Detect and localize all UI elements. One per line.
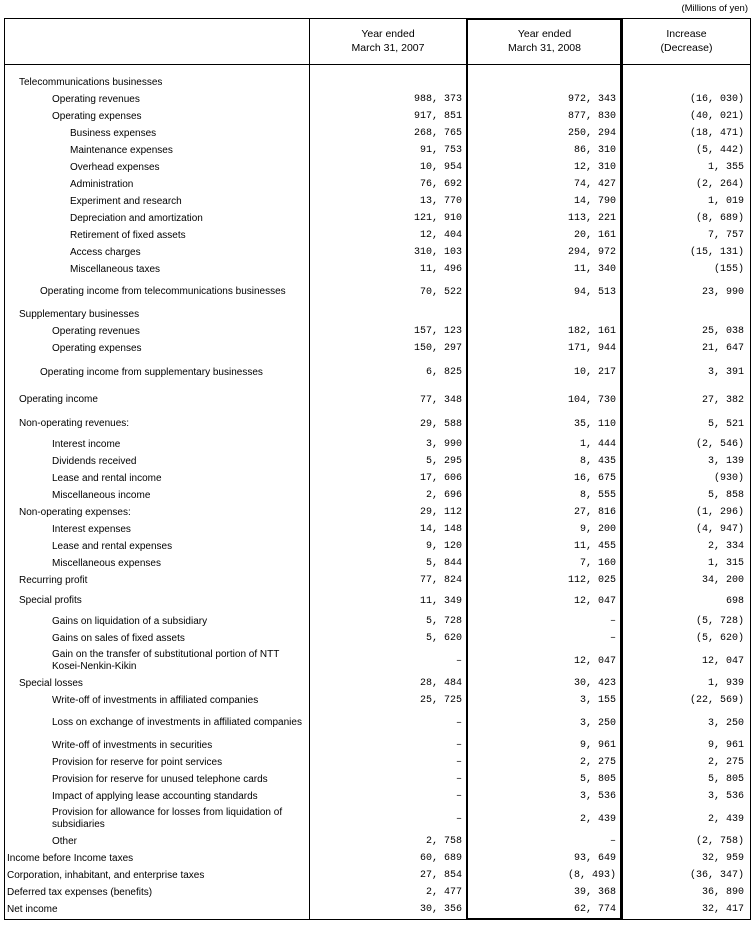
row-value: 16, 675 — [573, 473, 616, 484]
row-value: 10, 954 — [419, 162, 462, 173]
row-value: – — [455, 813, 462, 825]
row-value: 250, 294 — [567, 128, 616, 139]
row-label: Overhead expenses — [70, 161, 160, 173]
row-label: Supplementary businesses — [19, 308, 140, 320]
row-value: 698 — [725, 595, 744, 607]
row-value: 86, 310 — [573, 145, 616, 156]
row-value: – — [609, 633, 616, 644]
row-value: 9, 961 — [579, 740, 616, 751]
row-value: 5, 521 — [707, 418, 744, 430]
row-value: 171, 944 — [567, 343, 616, 354]
row-label: Special profits — [19, 595, 82, 606]
row-label: Maintenance expenses — [70, 144, 173, 156]
row-value: 14, 148 — [419, 524, 462, 535]
row-value — [623, 74, 744, 91]
row-value: 25, 725 — [419, 695, 462, 706]
row-value: 11, 455 — [573, 541, 616, 552]
row-value: 5, 805 — [707, 774, 744, 785]
row-value: 27, 382 — [701, 394, 744, 406]
row-label: Other — [52, 835, 78, 847]
row-value: 104, 730 — [567, 394, 616, 406]
row-value: 9, 120 — [425, 541, 462, 552]
row-value: 93, 649 — [573, 853, 616, 864]
row-value: 12, 404 — [419, 230, 462, 241]
row-value: 91, 753 — [419, 145, 462, 156]
row-value: 76, 692 — [419, 179, 462, 190]
row-value: 294, 972 — [567, 247, 616, 258]
row-value: 32, 959 — [701, 853, 744, 864]
row-value: 121, 910 — [413, 213, 462, 224]
row-value: 2, 758 — [425, 836, 462, 847]
row-label: Interest income — [52, 438, 121, 450]
row-value: 2, 275 — [579, 757, 616, 768]
row-value: (2, 264) — [695, 179, 744, 190]
row-label: Loss on exchange of investments in affiliated companies — [52, 717, 302, 728]
row-value: 2, 275 — [707, 757, 744, 768]
row-value: 11, 340 — [573, 264, 616, 275]
column-header-change: Increase (Decrease) — [660, 28, 713, 54]
row-value: 27, 854 — [419, 870, 462, 881]
row-value: (36, 347) — [689, 870, 744, 881]
row-value: 13, 770 — [419, 196, 462, 207]
row-value: 36, 890 — [701, 887, 744, 898]
row-value: 877, 830 — [567, 111, 616, 122]
row-value: 3, 155 — [579, 695, 616, 706]
row-value: 113, 221 — [567, 213, 616, 224]
row-value: – — [455, 791, 462, 802]
row-value: 70, 522 — [419, 286, 462, 298]
row-value: 11, 496 — [419, 264, 462, 275]
row-value: (930) — [713, 473, 744, 484]
row-value: 10, 217 — [573, 367, 616, 378]
row-value: (18, 471) — [689, 128, 744, 139]
row-value: 12, 047 — [701, 655, 744, 667]
row-value: – — [609, 836, 616, 847]
row-value: 17, 606 — [419, 473, 462, 484]
row-value: 62, 774 — [573, 904, 616, 915]
row-value: – — [455, 717, 462, 729]
row-value: 3, 536 — [579, 791, 616, 802]
row-value: 12, 047 — [573, 595, 616, 607]
row-value: 94, 513 — [573, 286, 616, 298]
row-value: 25, 038 — [701, 326, 744, 337]
row-value: 3, 250 — [579, 717, 616, 729]
row-value: 3, 536 — [707, 791, 744, 802]
row-label: Special losses — [19, 677, 83, 689]
row-value: (5, 620) — [695, 633, 744, 644]
row-value — [467, 306, 616, 323]
row-label: Miscellaneous expenses — [52, 557, 161, 569]
row-label: Retirement of fixed assets — [70, 229, 186, 241]
row-value: 2, 439 — [707, 813, 744, 825]
row-label: Provision for reserve for unused telephone cards — [52, 773, 268, 785]
row-value: 29, 588 — [419, 418, 462, 430]
row-value — [623, 306, 744, 323]
row-value: 7, 160 — [579, 558, 616, 569]
row-value: 2, 696 — [425, 490, 462, 501]
row-label: Operating revenues — [52, 325, 140, 337]
row-value: 20, 161 — [573, 230, 616, 241]
row-value — [312, 306, 462, 323]
row-value: 1, 444 — [579, 439, 616, 450]
row-value: (5, 728) — [695, 616, 744, 627]
row-value: 2, 334 — [707, 541, 744, 552]
row-value: – — [455, 655, 462, 667]
row-value: 3, 391 — [707, 367, 744, 378]
row-label: Corporation, inhabitant, and enterprise taxes — [7, 869, 205, 881]
row-label: Gains on sales of fixed assets — [52, 632, 185, 644]
row-value: 8, 555 — [579, 490, 616, 501]
row-value: 8, 435 — [579, 456, 616, 467]
row-value: 5, 858 — [707, 490, 744, 501]
row-label: Miscellaneous taxes — [70, 263, 161, 275]
row-label: Provision for allowance for losses from liquidation of subsidiaries — [52, 807, 283, 830]
row-label: Gains on liquidation of a subsidiary — [52, 615, 208, 627]
row-value: 5, 620 — [425, 633, 462, 644]
row-value: 7, 757 — [707, 230, 744, 241]
column-header-2007: Year ended March 31, 2007 — [351, 28, 425, 54]
row-value: 6, 825 — [425, 367, 462, 378]
row-value: 28, 484 — [419, 678, 462, 689]
row-value: 21, 647 — [701, 343, 744, 354]
row-value: (1, 296) — [695, 507, 744, 518]
row-value: 972, 343 — [567, 94, 616, 105]
row-label: Operating expenses — [52, 342, 142, 354]
row-value: (2, 546) — [695, 439, 744, 450]
row-label: Recurring profit — [19, 574, 88, 586]
row-label: Operating income — [19, 394, 98, 405]
income-statement-table — [4, 18, 751, 920]
row-value: 29, 112 — [419, 507, 462, 518]
row-value: 917, 851 — [413, 111, 462, 122]
row-value — [467, 74, 616, 91]
row-label: Interest expenses — [52, 523, 131, 535]
row-value: (2, 758) — [695, 836, 744, 847]
row-label: Gain on the transfer of substitutional portion of NTT Kosei-Nenkin-Kikin — [52, 649, 280, 672]
row-value: 27, 816 — [573, 507, 616, 518]
row-label: Dividends received — [52, 455, 137, 467]
row-value: (5, 442) — [695, 145, 744, 156]
row-label: Write-off of investments in securities — [52, 739, 213, 751]
row-value — [312, 74, 462, 91]
row-value: 35, 110 — [573, 418, 616, 430]
header-divider — [4, 64, 751, 65]
row-value: 60, 689 — [419, 853, 462, 864]
unit-note: (Millions of yen) — [681, 3, 748, 14]
row-value: 3, 250 — [707, 717, 744, 729]
row-value: 3, 139 — [707, 456, 744, 467]
row-value: 157, 123 — [413, 326, 462, 337]
column-divider — [309, 18, 310, 920]
row-value: 1, 939 — [707, 678, 744, 689]
row-value: 74, 427 — [573, 179, 616, 190]
row-value: 12, 047 — [573, 655, 616, 667]
row-value: 5, 844 — [425, 558, 462, 569]
row-label: Lease and rental expenses — [52, 540, 173, 552]
row-value: 11, 349 — [419, 595, 462, 607]
row-value: 182, 161 — [567, 326, 616, 337]
row-value: 268, 765 — [413, 128, 462, 139]
row-label: Miscellaneous income — [52, 489, 151, 501]
row-value: (4, 947) — [695, 524, 744, 535]
column-header-2008: Year ended March 31, 2008 — [508, 28, 581, 54]
row-value: 112, 025 — [567, 575, 616, 586]
row-value: 39, 368 — [573, 887, 616, 898]
row-label: Net income — [7, 903, 58, 915]
row-value: – — [609, 616, 616, 627]
row-value: – — [455, 757, 462, 768]
row-label: Operating income from telecommunications businesses — [40, 286, 286, 297]
row-value: 9, 200 — [579, 524, 616, 535]
row-value: 23, 990 — [701, 286, 744, 298]
row-label: Experiment and research — [70, 195, 182, 207]
row-label: Operating income from supplementary businesses — [40, 366, 263, 378]
row-value: (22, 569) — [689, 695, 744, 706]
row-value: 30, 423 — [573, 678, 616, 689]
row-label: Write-off of investments in affiliated companies — [52, 694, 259, 706]
row-label: Income before Income taxes — [7, 852, 134, 864]
row-value: 5, 728 — [425, 616, 462, 627]
row-value: (40, 021) — [689, 111, 744, 122]
row-value: 5, 805 — [579, 774, 616, 785]
row-value: 9, 961 — [707, 740, 744, 751]
row-label: Lease and rental income — [52, 472, 162, 484]
row-value: 310, 103 — [413, 247, 462, 258]
row-value: 12, 310 — [573, 162, 616, 173]
row-value: (15, 131) — [689, 247, 744, 258]
row-label: Depreciation and amortization — [70, 212, 203, 224]
row-value: – — [455, 774, 462, 785]
row-value: 1, 355 — [707, 162, 744, 173]
row-value: 34, 200 — [701, 575, 744, 586]
row-value: 988, 373 — [413, 94, 462, 105]
row-label: Non-operating revenues: — [19, 418, 130, 429]
row-value: – — [455, 740, 462, 751]
row-value: (155) — [713, 264, 744, 275]
row-label: Non-operating expenses: — [19, 506, 131, 518]
row-value: 2, 477 — [425, 887, 462, 898]
row-label: Administration — [70, 178, 134, 190]
row-value: 1, 315 — [707, 558, 744, 569]
row-label: Telecommunications businesses — [19, 76, 163, 88]
row-value: 150, 297 — [413, 343, 462, 354]
row-value: 1, 019 — [707, 196, 744, 207]
row-label: Access charges — [70, 246, 141, 258]
row-value: 32, 417 — [701, 904, 744, 915]
row-value: 77, 824 — [419, 575, 462, 586]
row-label: Provision for reserve for point services — [52, 756, 223, 768]
row-value: (8, 689) — [695, 213, 744, 224]
row-label: Business expenses — [70, 127, 157, 139]
row-value: (8, 493) — [567, 870, 616, 881]
row-value: 14, 790 — [573, 196, 616, 207]
row-label: Impact of applying lease accounting standards — [52, 790, 258, 802]
row-value: 5, 295 — [425, 456, 462, 467]
row-label: Operating expenses — [52, 110, 142, 122]
row-value: 77, 348 — [419, 394, 462, 406]
row-value: 30, 356 — [419, 904, 462, 915]
row-label: Operating revenues — [52, 93, 140, 105]
row-value: (16, 030) — [689, 94, 744, 105]
row-value: 2, 439 — [579, 813, 616, 825]
row-label: Deferred tax expenses (benefits) — [7, 886, 153, 898]
row-value: 3, 990 — [425, 439, 462, 450]
